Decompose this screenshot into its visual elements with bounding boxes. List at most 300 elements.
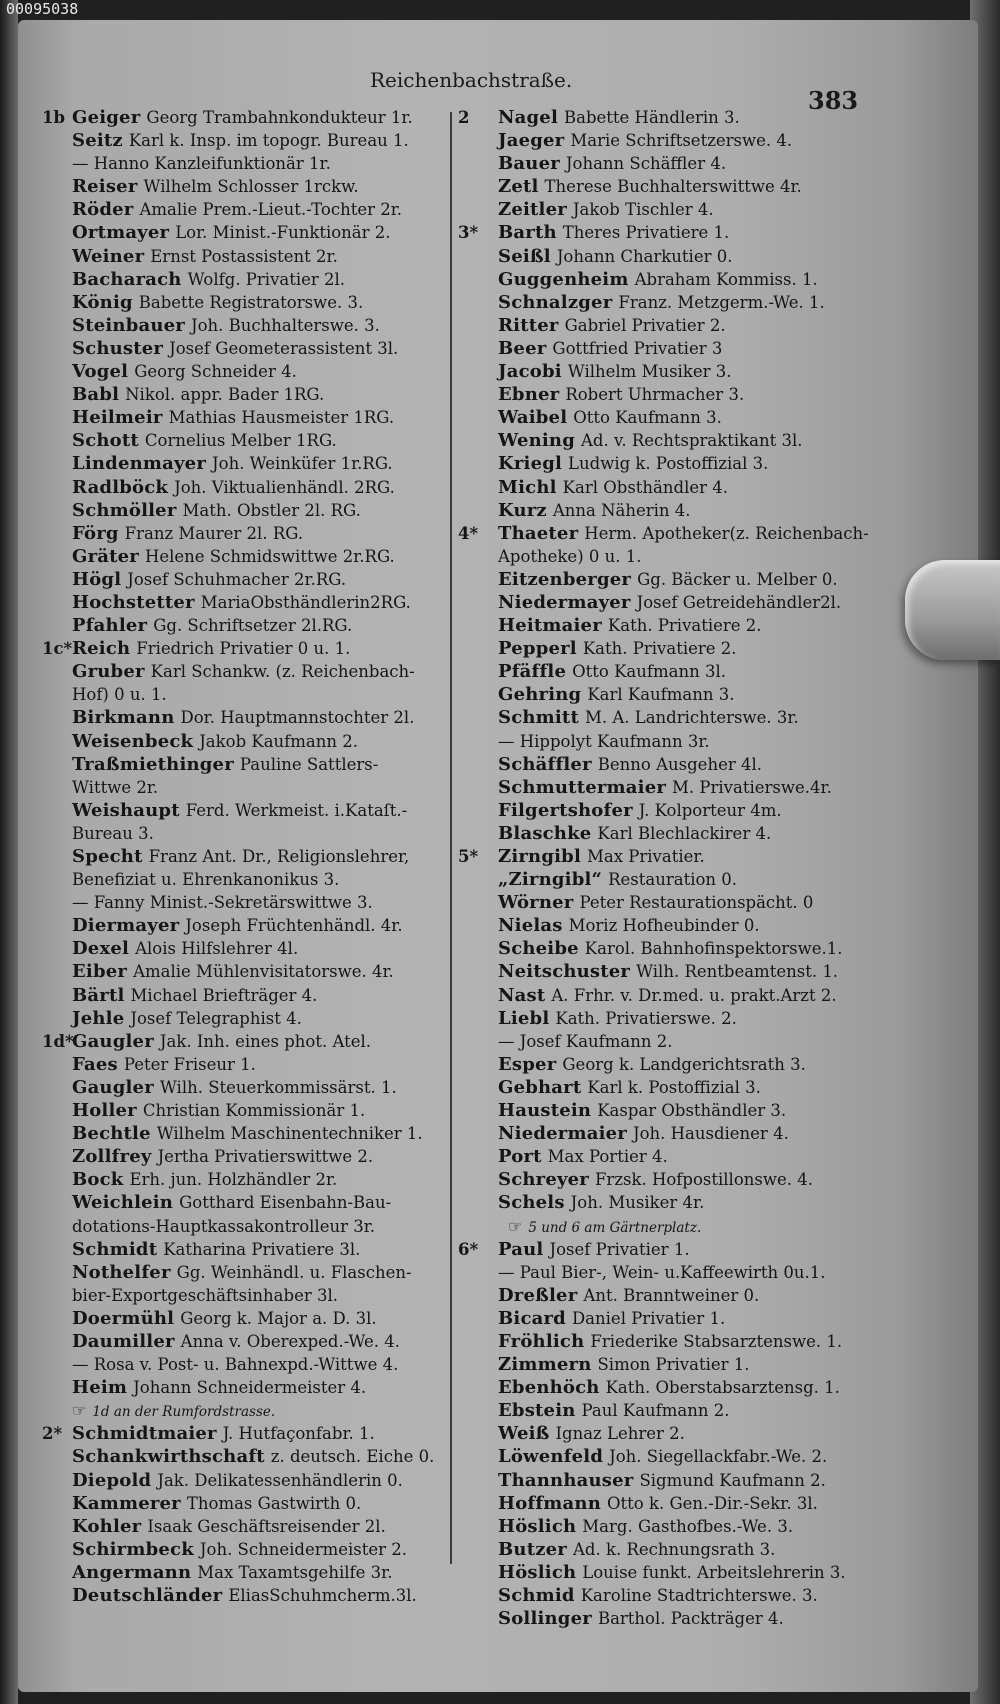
directory-entry bbox=[458, 1030, 878, 1053]
resident-details: Josef Getreidehändler2l. bbox=[636, 592, 842, 612]
resident-surname: Waibel bbox=[498, 407, 568, 429]
directory-entry bbox=[458, 1122, 878, 1145]
directory-entry bbox=[458, 1238, 878, 1261]
house-number: 1d* bbox=[42, 1031, 74, 1051]
resident-surname: Höslich bbox=[498, 1561, 577, 1583]
resident-details: Dor. Hauptmannstochter 2l. bbox=[180, 708, 415, 728]
resident-surname: Nielas bbox=[498, 915, 563, 937]
resident-details: Jak. Delikatessenhändlerin 0. bbox=[157, 1470, 403, 1490]
directory-entry bbox=[42, 522, 442, 545]
house-number: 1c* bbox=[42, 639, 73, 659]
directory-entry bbox=[42, 429, 442, 452]
resident-surname: Heim bbox=[72, 1377, 128, 1399]
resident-surname: Schmitt bbox=[498, 707, 579, 729]
resident-details: Ad. v. Rechtspraktikant 3l. bbox=[581, 431, 803, 451]
resident-surname: Bechtle bbox=[72, 1123, 151, 1145]
directory-entry bbox=[458, 753, 878, 776]
directory-entry bbox=[42, 106, 442, 129]
resident-details: Karoline Stadtrichterswe. 3. bbox=[580, 1586, 818, 1605]
right-column bbox=[458, 106, 878, 1630]
resident-surname: Zimmern bbox=[498, 1354, 592, 1376]
directory-entry bbox=[42, 452, 442, 475]
resident-details: Ad. k. Rechnungsrath 3. bbox=[572, 1539, 776, 1559]
resident-surname: Höslich bbox=[498, 1515, 577, 1537]
resident-surname: Schmidtmaier bbox=[72, 1423, 217, 1445]
resident-surname: Bicard bbox=[498, 1307, 566, 1329]
resident-surname: Schankwirthschaft bbox=[72, 1446, 265, 1468]
resident-details: Joh. Musiker 4r. bbox=[570, 1193, 705, 1213]
resident-details: Marie Schriftsetzerswe. 4. bbox=[570, 131, 793, 151]
directory-entry bbox=[42, 1445, 442, 1468]
resident-details: Thomas Gastwirth 0. bbox=[186, 1493, 362, 1513]
directory-entry bbox=[42, 1191, 442, 1214]
resident-details: Ferd. Werkmeist. i.Kataſt.- bbox=[185, 800, 408, 820]
resident-details: Max Portier 4. bbox=[547, 1147, 668, 1167]
resident-surname: Geiger bbox=[72, 107, 141, 128]
directory-entry bbox=[458, 221, 878, 244]
directory-entry bbox=[458, 337, 878, 360]
resident-details: Peter Restaurationspächt. 0 bbox=[579, 893, 814, 913]
resident-details: Joh. Siegellackfabr.-We. 2. bbox=[609, 1447, 828, 1467]
left-column bbox=[42, 106, 442, 1607]
resident-details: Karl k. Postoffizial 3. bbox=[587, 1077, 761, 1097]
resident-surname: Seitz bbox=[72, 130, 123, 152]
directory-entry bbox=[458, 637, 878, 660]
directory-entry bbox=[42, 175, 442, 198]
resident-details: Babette Händlerin 3. bbox=[564, 108, 740, 127]
directory-entry bbox=[458, 1422, 878, 1445]
resident-details: Karol. Bahnhofinspektorswe.1. bbox=[584, 939, 843, 959]
resident-surname: Schels bbox=[498, 1192, 565, 1214]
directory-entry bbox=[42, 568, 442, 591]
resident-surname: Beer bbox=[498, 337, 547, 359]
resident-details: Joh. Schneidermeister 2. bbox=[199, 1539, 408, 1559]
resident-surname: Steinbauer bbox=[72, 314, 185, 336]
resident-surname: Nast bbox=[498, 984, 546, 1006]
directory-entry bbox=[458, 984, 878, 1007]
resident-surname: Doermühl bbox=[72, 1307, 175, 1329]
resident-surname: Gebhart bbox=[498, 1076, 582, 1098]
pointing-hand-icon: ☞ bbox=[508, 1216, 523, 1236]
directory-entry bbox=[458, 1168, 878, 1191]
resident-details: Marg. Gasthofbes.-We. 3. bbox=[582, 1516, 794, 1536]
resident-surname: Lindenmayer bbox=[72, 453, 207, 475]
directory-entry bbox=[458, 268, 878, 291]
directory-entry bbox=[42, 730, 442, 753]
resident-surname: Thaeter bbox=[498, 522, 579, 544]
house-number: 5* bbox=[458, 847, 479, 866]
resident-surname: Pepperl bbox=[498, 638, 577, 660]
resident-surname: Kurz bbox=[498, 499, 547, 521]
resident-details: Moriz Hofheubinder 0. bbox=[568, 916, 760, 936]
directory-entry bbox=[42, 1330, 442, 1353]
directory-entry bbox=[42, 1145, 442, 1168]
resident-surname: Schäffler bbox=[498, 753, 592, 775]
resident-surname: Jacobi bbox=[498, 361, 562, 383]
resident-surname: Neitschuster bbox=[498, 961, 631, 983]
resident-surname: Zirngibl bbox=[498, 846, 581, 867]
entry-continuation bbox=[42, 683, 442, 706]
resident-surname: Barth bbox=[498, 222, 557, 244]
resident-details: Karl Blechlackirer 4. bbox=[597, 823, 772, 843]
resident-surname: Reich bbox=[72, 638, 131, 660]
resident-surname: Ebstein bbox=[498, 1400, 576, 1422]
resident-surname: Schott bbox=[72, 430, 139, 452]
resident-details: Ant. Branntweiner 0. bbox=[583, 1285, 760, 1305]
resident-surname: Zeitler bbox=[498, 199, 567, 221]
directory-entry bbox=[458, 129, 878, 152]
directory-entry bbox=[458, 245, 878, 268]
resident-details: Amalie Mühlenvisitatorswe. 4r. bbox=[133, 962, 394, 982]
resident-surname: Bacharach bbox=[72, 268, 182, 290]
directory-entry bbox=[458, 568, 878, 591]
resident-surname: Thannhauser bbox=[498, 1469, 634, 1491]
resident-details: M. Privatierswe.4r. bbox=[672, 777, 832, 797]
resident-details: Erh. jun. Holzhändler 2r. bbox=[129, 1170, 338, 1190]
directory-entry bbox=[458, 799, 878, 822]
directory-entry bbox=[42, 637, 442, 660]
resident-details: Theres Privatiere 1. bbox=[562, 223, 730, 243]
resident-details: Helene Schmidswittwe 2r.RG. bbox=[144, 546, 395, 566]
resident-details: Ernst Postassistent 2r. bbox=[150, 246, 338, 266]
resident-details: Karl Kaufmann 3. bbox=[587, 685, 735, 705]
directory-entry bbox=[42, 1238, 442, 1261]
resident-surname: Guggenheim bbox=[498, 268, 629, 290]
directory-entry bbox=[42, 1376, 442, 1399]
directory-entry bbox=[42, 245, 442, 268]
directory-entry bbox=[458, 360, 878, 383]
resident-details: — Hanno Kanzleifunktionär 1r. bbox=[72, 154, 331, 174]
directory-entry bbox=[458, 1007, 878, 1030]
resident-surname: Sollinger bbox=[498, 1608, 592, 1630]
resident-surname: Michl bbox=[498, 476, 557, 498]
entry-continuation bbox=[42, 1215, 442, 1238]
resident-details: Friedrich Privatier 0 u. 1. bbox=[136, 639, 351, 659]
directory-entry bbox=[458, 1076, 878, 1099]
resident-details: Wilh. Steuerkommissärst. 1. bbox=[159, 1077, 397, 1097]
resident-surname: Weiß bbox=[498, 1423, 550, 1445]
resident-details: — Fanny Minist.-Sekretärswittwe 3. bbox=[72, 893, 373, 913]
resident-details: Kath. Privatiere 2. bbox=[582, 639, 737, 659]
note-text: 5 und 6 am Gärtnerplatz. bbox=[528, 1219, 702, 1236]
resident-details: Kath. Privatiere 2. bbox=[607, 616, 762, 636]
resident-surname: Ritter bbox=[498, 314, 559, 336]
resident-details: Joh. Viktualienhändl. 2RG. bbox=[174, 477, 395, 497]
directory-entry bbox=[458, 1053, 878, 1076]
scan-id-stamp: 00095038 bbox=[6, 0, 79, 18]
resident-surname: Daumiller bbox=[72, 1330, 175, 1352]
resident-details: Jakob Tischler 4. bbox=[572, 200, 714, 220]
page-number: 383 bbox=[808, 86, 859, 115]
resident-surname: Nagel bbox=[498, 107, 558, 128]
resident-surname: Wening bbox=[498, 430, 575, 452]
resident-details: Math. Obstler 2l. RG. bbox=[182, 500, 361, 520]
resident-details: Gottfried Privatier 3 bbox=[552, 338, 723, 358]
resident-details: Abraham Kommiss. 1. bbox=[634, 269, 818, 289]
resident-details: Alois Hilfslehrer 4l. bbox=[135, 939, 299, 959]
resident-surname: Fröhlich bbox=[498, 1330, 585, 1352]
resident-details: Paul Kaufmann 2. bbox=[581, 1401, 730, 1421]
resident-details: Wolfg. Privatier 2l. bbox=[187, 269, 346, 289]
resident-surname: Radlböck bbox=[72, 476, 169, 498]
directory-entry bbox=[458, 1584, 878, 1607]
resident-surname: Diermayer bbox=[72, 915, 180, 937]
resident-surname: Eitzenberger bbox=[498, 568, 632, 590]
directory-entry bbox=[42, 129, 442, 152]
resident-details: Katharina Privatiere 3l. bbox=[163, 1239, 361, 1259]
resident-surname: Ebner bbox=[498, 384, 560, 406]
resident-details: Therese Buchhalterswittwe 4r. bbox=[544, 177, 802, 197]
resident-details: Frzsk. Hofpostillonswe. 4. bbox=[594, 1170, 813, 1190]
directory-entry bbox=[458, 868, 878, 891]
resident-details: Jertha Privatierswittwe 2. bbox=[157, 1147, 374, 1167]
resident-details: Simon Privatier 1. bbox=[597, 1355, 750, 1375]
directory-entry bbox=[458, 591, 878, 614]
directory-entry bbox=[458, 960, 878, 983]
page-clip bbox=[905, 560, 1000, 660]
resident-surname: „Zirngibl“ bbox=[498, 869, 603, 891]
resident-surname: Wörner bbox=[498, 892, 574, 914]
resident-details: Josef Schuhmacher 2r.RG. bbox=[127, 569, 347, 589]
resident-details: Jakob Kaufmann 2. bbox=[199, 731, 358, 751]
directory-entry bbox=[42, 799, 442, 822]
house-number: 3* bbox=[458, 223, 479, 243]
resident-surname: Bauer bbox=[498, 153, 560, 175]
directory-entry bbox=[458, 660, 878, 683]
resident-details: Johann Schäffler 4. bbox=[565, 154, 727, 174]
directory-entry bbox=[42, 545, 442, 568]
resident-surname: Jehle bbox=[72, 1007, 125, 1029]
resident-surname: Schmöller bbox=[72, 499, 177, 521]
house-number: 4* bbox=[458, 523, 479, 543]
directory-entry bbox=[458, 452, 878, 475]
directory-entry bbox=[458, 499, 878, 522]
resident-details: Josef Privatier 1. bbox=[549, 1239, 690, 1259]
resident-surname: Haustein bbox=[498, 1100, 592, 1122]
resident-details: Karl Schankw. (z. Reichenbach- bbox=[150, 662, 415, 682]
resident-details: Herm. Apotheker(z. Reichenbach- bbox=[584, 523, 869, 543]
continuation-text: Wittwe 2r. bbox=[72, 777, 159, 797]
resident-surname: Schmidt bbox=[72, 1238, 158, 1260]
directory-entry bbox=[42, 984, 442, 1007]
resident-surname: Förg bbox=[72, 522, 119, 544]
resident-details: Georg k. Major a. D. 3l. bbox=[180, 1308, 377, 1328]
resident-surname: Weishaupt bbox=[72, 799, 180, 821]
resident-details: Anna Näherin 4. bbox=[552, 500, 691, 520]
resident-details: Karl k. Insp. im topogr. Bureau 1. bbox=[128, 131, 409, 151]
directory-entry bbox=[458, 1561, 878, 1584]
continuation-text: Apotheke) 0 u. 1. bbox=[498, 546, 642, 566]
directory-entry bbox=[42, 268, 442, 291]
resident-surname: Esper bbox=[498, 1053, 557, 1075]
directory-entry bbox=[42, 1353, 442, 1376]
entry-continuation bbox=[42, 822, 442, 845]
directory-entry bbox=[458, 106, 878, 129]
resident-surname: Niedermayer bbox=[498, 591, 631, 613]
resident-details: Franz. Metzgerm.-We. 1. bbox=[618, 292, 825, 312]
directory-entry bbox=[458, 776, 878, 799]
house-number: 1b bbox=[42, 108, 66, 127]
resident-surname: Niedermaier bbox=[498, 1123, 627, 1145]
resident-details: Lor. Minist.-Funktionär 2. bbox=[175, 223, 391, 243]
directory-entry bbox=[42, 383, 442, 406]
resident-details: Sigmund Kaufmann 2. bbox=[639, 1470, 826, 1490]
resident-details: Peter Friseur 1. bbox=[123, 1054, 256, 1074]
resident-details: Cornelius Melber 1RG. bbox=[144, 431, 337, 451]
resident-details: Otto Kaufmann 3l. bbox=[572, 662, 726, 682]
directory-entry bbox=[42, 914, 442, 937]
directory-entry bbox=[458, 914, 878, 937]
directory-entry bbox=[458, 1099, 878, 1122]
directory-entry bbox=[458, 1353, 878, 1376]
resident-details: Daniel Privatier 1. bbox=[571, 1308, 726, 1328]
column-rule bbox=[450, 112, 452, 1564]
directory-entry bbox=[458, 891, 878, 914]
resident-details: Max Taxamtsgehilfe 3r. bbox=[197, 1562, 393, 1582]
resident-details: J. Kolporteur 4m. bbox=[638, 800, 782, 820]
directory-entry bbox=[458, 1307, 878, 1330]
resident-details: — Rosa v. Post- u. Bahnexpd.-Wittwe 4. bbox=[72, 1355, 399, 1375]
directory-entry bbox=[42, 406, 442, 429]
resident-surname: Bock bbox=[72, 1169, 124, 1191]
directory-entry bbox=[458, 406, 878, 429]
house-number: 6* bbox=[458, 1239, 479, 1259]
resident-surname: Faes bbox=[72, 1053, 118, 1075]
resident-details: Ignaz Lehrer 2. bbox=[555, 1424, 685, 1444]
directory-entry bbox=[458, 1261, 878, 1284]
resident-surname: Jaeger bbox=[498, 130, 565, 152]
resident-surname: Högl bbox=[72, 568, 122, 590]
directory-entry bbox=[458, 845, 878, 868]
directory-entry bbox=[458, 1145, 878, 1168]
resident-details: Joseph Früchtenhändl. 4r. bbox=[185, 916, 403, 936]
directory-entry bbox=[42, 337, 442, 360]
resident-surname: Hoffmann bbox=[498, 1492, 601, 1514]
resident-details: Jak. Inh. eines phot. Atel. bbox=[159, 1031, 372, 1051]
resident-surname: Butzer bbox=[498, 1538, 567, 1560]
continuation-text: Bureau 3. bbox=[72, 823, 154, 843]
resident-surname: Ebenhöch bbox=[498, 1377, 600, 1399]
resident-details: EliasSchuhmcherm.3l. bbox=[228, 1586, 417, 1605]
resident-details: Babette Registratorswe. 3. bbox=[138, 292, 364, 312]
continuation-text: Benefiziat u. Ehrenkanonikus 3. bbox=[72, 870, 340, 890]
resident-surname: Eiber bbox=[72, 961, 128, 983]
directory-entry bbox=[42, 1584, 442, 1607]
resident-details: — Paul Bier-, Wein- u.Kaffeewirth 0u.1. bbox=[498, 1262, 826, 1282]
directory-entry bbox=[42, 614, 442, 637]
directory-entry bbox=[42, 1099, 442, 1122]
resident-details: Restauration 0. bbox=[608, 870, 738, 890]
resident-surname: Dexel bbox=[72, 938, 130, 960]
directory-entry bbox=[42, 291, 442, 314]
resident-details: Georg k. Landgerichtsrath 3. bbox=[562, 1054, 806, 1074]
resident-details: Georg Trambahnkondukteur 1r. bbox=[146, 108, 413, 127]
directory-entry bbox=[42, 1422, 442, 1445]
resident-surname: Nothelfer bbox=[72, 1261, 171, 1283]
directory-entry bbox=[42, 753, 442, 776]
directory-entry bbox=[42, 845, 442, 868]
directory-entry bbox=[42, 476, 442, 499]
section-note bbox=[458, 1215, 878, 1238]
resident-surname: Gaugler bbox=[72, 1030, 154, 1052]
resident-details: Otto Kaufmann 3. bbox=[573, 408, 722, 428]
running-head: Reichenbachstraße. bbox=[370, 68, 573, 92]
resident-surname: Paul bbox=[498, 1238, 544, 1260]
resident-surname: Specht bbox=[72, 846, 143, 867]
directory-entry bbox=[42, 1492, 442, 1515]
resident-surname: Heilmeir bbox=[72, 407, 163, 429]
note-text: 1d an der Rumfordstrasse. bbox=[92, 1404, 276, 1421]
resident-details: — Josef Kaufmann 2. bbox=[498, 1031, 673, 1051]
resident-details: z. deutsch. Eiche 0. bbox=[270, 1447, 435, 1467]
directory-entry bbox=[42, 1469, 442, 1492]
resident-surname: Filgertshofer bbox=[498, 799, 633, 821]
resident-surname: Ortmayer bbox=[72, 222, 170, 244]
directory-entry bbox=[458, 198, 878, 221]
directory-entry bbox=[458, 937, 878, 960]
directory-entry bbox=[42, 1007, 442, 1030]
resident-details: Gg. Weinhändl. u. Flaschen- bbox=[176, 1262, 412, 1282]
resident-details: Joh. Hausdiener 4. bbox=[632, 1124, 789, 1144]
directory-entry bbox=[458, 429, 878, 452]
directory-entry bbox=[458, 152, 878, 175]
resident-surname: König bbox=[72, 291, 133, 313]
resident-details: Nikol. appr. Bader 1RG. bbox=[125, 385, 325, 405]
resident-surname: Gehring bbox=[498, 684, 582, 706]
directory-entry bbox=[458, 1492, 878, 1515]
resident-surname: Schmid bbox=[498, 1585, 575, 1606]
directory-entry bbox=[458, 476, 878, 499]
directory-entry bbox=[42, 891, 442, 914]
resident-details: Josef Telegraphist 4. bbox=[130, 1008, 302, 1028]
resident-details: Karl Obsthändler 4. bbox=[562, 477, 728, 497]
resident-details: Robert Uhrmacher 3. bbox=[565, 385, 745, 405]
resident-surname: Port bbox=[498, 1146, 542, 1168]
resident-details: Joh. Weinküfer 1r.RG. bbox=[212, 454, 393, 474]
directory-entry bbox=[42, 360, 442, 383]
resident-surname: Deutschländer bbox=[72, 1585, 223, 1606]
resident-details: A. Frhr. v. Dr.med. u. prakt.Arzt 2. bbox=[551, 985, 837, 1005]
resident-surname: Schuster bbox=[72, 337, 164, 359]
directory-entry bbox=[42, 198, 442, 221]
directory-entry bbox=[42, 1261, 442, 1284]
resident-surname: Röder bbox=[72, 199, 134, 221]
resident-surname: Birkmann bbox=[72, 707, 175, 729]
resident-details: Isaak Geschäftsreisender 2l. bbox=[147, 1516, 386, 1536]
resident-surname: Kohler bbox=[72, 1515, 142, 1537]
directory-entry bbox=[42, 1168, 442, 1191]
resident-surname: Reiser bbox=[72, 176, 138, 198]
directory-entry bbox=[42, 660, 442, 683]
resident-details: J. Hutfaçonfabr. 1. bbox=[222, 1424, 375, 1444]
directory-entry bbox=[42, 1030, 442, 1053]
resident-surname: Zollfrey bbox=[72, 1146, 152, 1168]
directory-entry bbox=[42, 152, 442, 175]
resident-surname: Weisenbeck bbox=[72, 730, 194, 752]
resident-details: Johann Schneidermeister 4. bbox=[133, 1378, 367, 1398]
directory-entry bbox=[42, 960, 442, 983]
directory-entry bbox=[458, 314, 878, 337]
resident-details: Anna v. Oberexped.-We. 4. bbox=[180, 1331, 400, 1351]
continuation-text: Hof) 0 u. 1. bbox=[72, 685, 167, 705]
directory-entry bbox=[458, 1469, 878, 1492]
resident-surname: Schreyer bbox=[498, 1169, 589, 1191]
resident-surname: Gaugler bbox=[72, 1076, 154, 1098]
resident-surname: Holler bbox=[72, 1100, 137, 1122]
section-note bbox=[42, 1399, 442, 1422]
directory-entry bbox=[458, 706, 878, 729]
resident-details: Wilhelm Musiker 3. bbox=[567, 362, 732, 382]
